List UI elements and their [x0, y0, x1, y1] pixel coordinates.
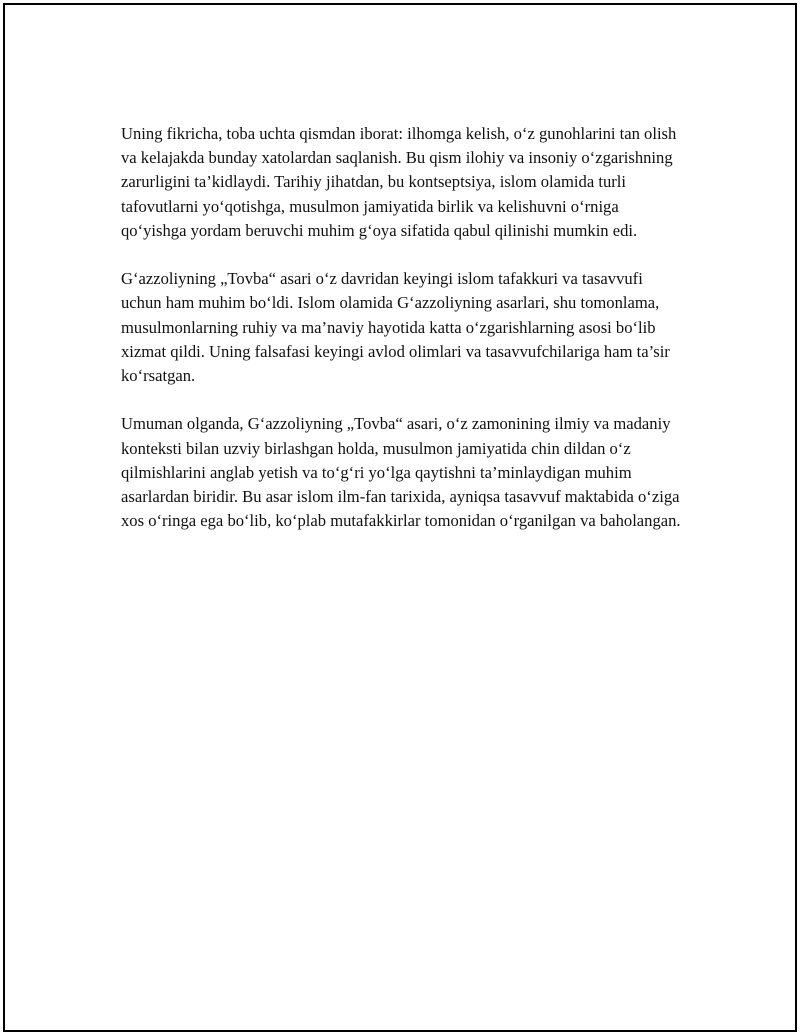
page-frame — [3, 3, 797, 1032]
paragraph-3: Umuman olganda, G‘azzoliyning „Tovba“ asari, o‘z zamonining ilmiy va madaniy konteksti bilan uzviy birlashgan holda, musulmon jamiyatida chin dildan o‘z qilmishlarini anglab yetish va to‘g‘ri yo‘lga qaytishni ta’minlaydigan muhim asarlardan biridir. Bu asar islom ilm-fan tarixida, ayniqsa tasavvuf maktabida o‘ziga xos o‘ringa ega bo‘lib, ko‘plab mutafakkirlar tomonidan o‘rganilgan va baholangan. — [121, 414, 681, 531]
document-body — [121, 122, 681, 558]
paragraph-1: Uning fikricha, toba uchta qismdan iborat: ilhomga kelish, o‘z gunohlarini tan olish va kelajakda bunday xatolardan saqlanish. Bu qism ilohiy va insoniy o‘zgarishning zarurligini ta’kidlaydi. Tarihiy jihatdan, bu kontseptsiya, islom olamida turli tafovutlarni yo‘qotishga, musulmon jamiyatida birlik va kelishuvni o‘rniga qo‘yishga yordam beruvchi muhim g‘oya sifatida qabul qilinishi mumkin edi. — [121, 124, 677, 240]
paragraph-2: G‘azzoliyning „Tovba“ asari o‘z davridan keyingi islom tafakkuri va tasavvufi uchun ham muhim bo‘ldi. Islom olamida G‘azzoliyning asarlari, shu tomonlama, musulmonlarning ruhiy va ma’naviy hayotida katta o‘zgarishlarning asosi bo‘lib xizmat qildi. Uning falsafasi keyingi avlod olimlari va tasavvufchilariga ham ta’sir ko‘rsatgan. — [121, 269, 670, 386]
